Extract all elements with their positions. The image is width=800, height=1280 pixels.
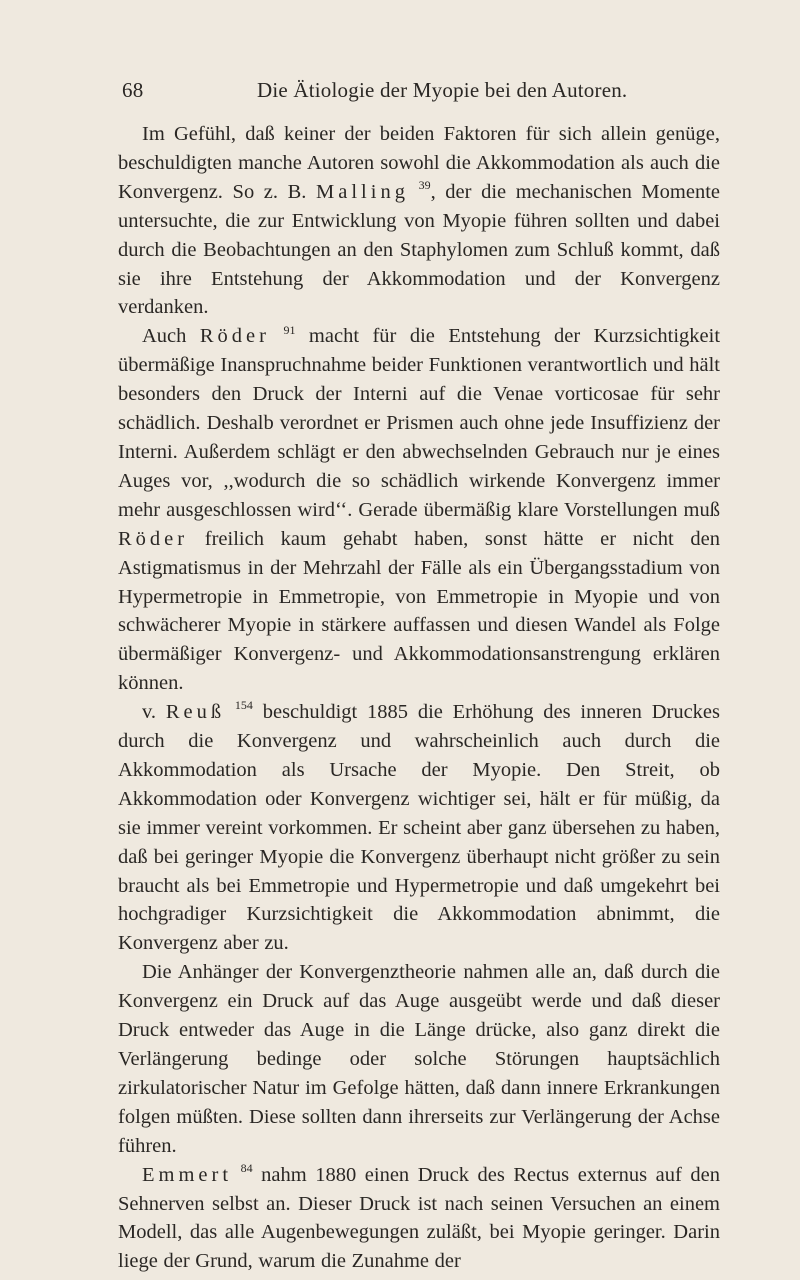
running-title: Die Ätiologie der Myopie bei den Autoren. <box>257 78 628 102</box>
paragraph-reuss <box>118 698 720 958</box>
reference-number: 154 <box>234 698 253 713</box>
author-name: Malling <box>316 180 409 203</box>
author-name: Röder <box>199 325 270 348</box>
paragraph-lead: Auch <box>142 325 187 348</box>
paragraph-lead: v. <box>142 701 157 724</box>
body-text <box>118 120 720 1276</box>
author-name: Emmert <box>142 1163 233 1186</box>
paragraph-text: Die Anhänger der Konvergenztheorie nahmen alle an, daß durch die Konvergenz ein Druck auf das Auge ausgeübt werde und daß dieser Druck entweder das Auge in die Länge drücke, also ganz direkt die Verlängerung bedinge oder solche Störungen hauptsächlich zirkulatorischer Natur im Gefolge hätten, daß dann innere Erkrankungen folgen müßten. Diese sollten dann ihrerseits zur Verlängerung der Achse führen. <box>118 961 720 1157</box>
paragraph-text: macht für die Entstehung der Kurzsichtigkeit übermäßige Inanspruchnahme beider Funktionen verantwortlich und hält besonders den Druck der Interni auf die Venae vorticosae für sehr schädlich. Deshalb verordnet er Prismen auch ohne jede Insuffizienz der Interni. Außerdem schlägt er den abwechselnden Gebrauch nur je eines Auges vor, ,,wodurch die so schädlich wirkende Konvergenz immer mehr ausgeschlossen wird‘‘. Gerade übermäßig klare Vorstellungen muß <box>118 325 721 521</box>
paragraph-emmert <box>118 1161 720 1277</box>
page-header <box>122 78 770 108</box>
paragraph-convergence-theory <box>118 958 720 1160</box>
paragraph-text: Im Gefühl, daß keiner der beiden Faktoren für sich allein genüge, beschuldigten manche Autoren sowohl die Akkommodation als auch die Konvergenz. So z. B. <box>118 123 720 203</box>
paragraph-text: beschuldigt 1885 die Erhöhung des inneren Druckes durch die Konvergenz und wahrscheinlich auch durch die Akkommodation als Ursache der Myopie. Den Streit, ob Akkommodation oder Konvergenz wichtiger sei, hält er für müßig, da sie immer vereint vorkommen. Er scheint aber ganz übersehen zu haben, daß bei geringer Myopie die Konvergenz überhaupt nicht größer zu sein braucht als bei Emmetropie und Hypermetropie und daß umgekehrt bei hochgradiger Kurzsichtigkeit die Akkommodation abnimmt, die Konvergenz aber zu. <box>118 701 720 955</box>
paragraph-text: nahm 1880 einen Druck des Rectus externus auf den Sehnerven selbst an. Dieser Druck ist nach seinen Versuchen an einem Modell, das alle Augenbewegungen zuläßt, bei Myopie geringer. Darin liege der Grund, warum die Zunahme der <box>118 1163 721 1273</box>
paragraph-roeder <box>118 322 720 698</box>
paragraph-text: freilich kaum gehabt haben, sonst hätte er nicht den Astigmatismus in der Mehrzahl der Fälle als ein Übergangsstadium von Hypermetropie in Emmetropie, von Emmetropie in Myopie und von schwächerer Myopie in stärkere auffassen und diesen Wandel als Folge übermäßiger Konvergenz- und Akkommodationsanstrengung erklären können. <box>118 527 721 695</box>
author-name: Reuß <box>165 701 226 724</box>
reference-number: 84 <box>240 1160 253 1175</box>
page-number: 68 <box>122 78 144 102</box>
reference-number: 91 <box>283 322 296 337</box>
reference-number: 39 <box>418 177 431 192</box>
author-name: Röder <box>118 527 189 550</box>
paragraph-text: , der die mechanischen Momente untersuchte, die zur Entwicklung von Myopie führen sollten und dabei durch die Beobachtungen an den Staphylomen zum Schluß kommt, daß sie ihre Entstehung der Akkommodation und der Konvergenz verdanken. <box>118 180 721 319</box>
paragraph-intro <box>118 120 720 322</box>
